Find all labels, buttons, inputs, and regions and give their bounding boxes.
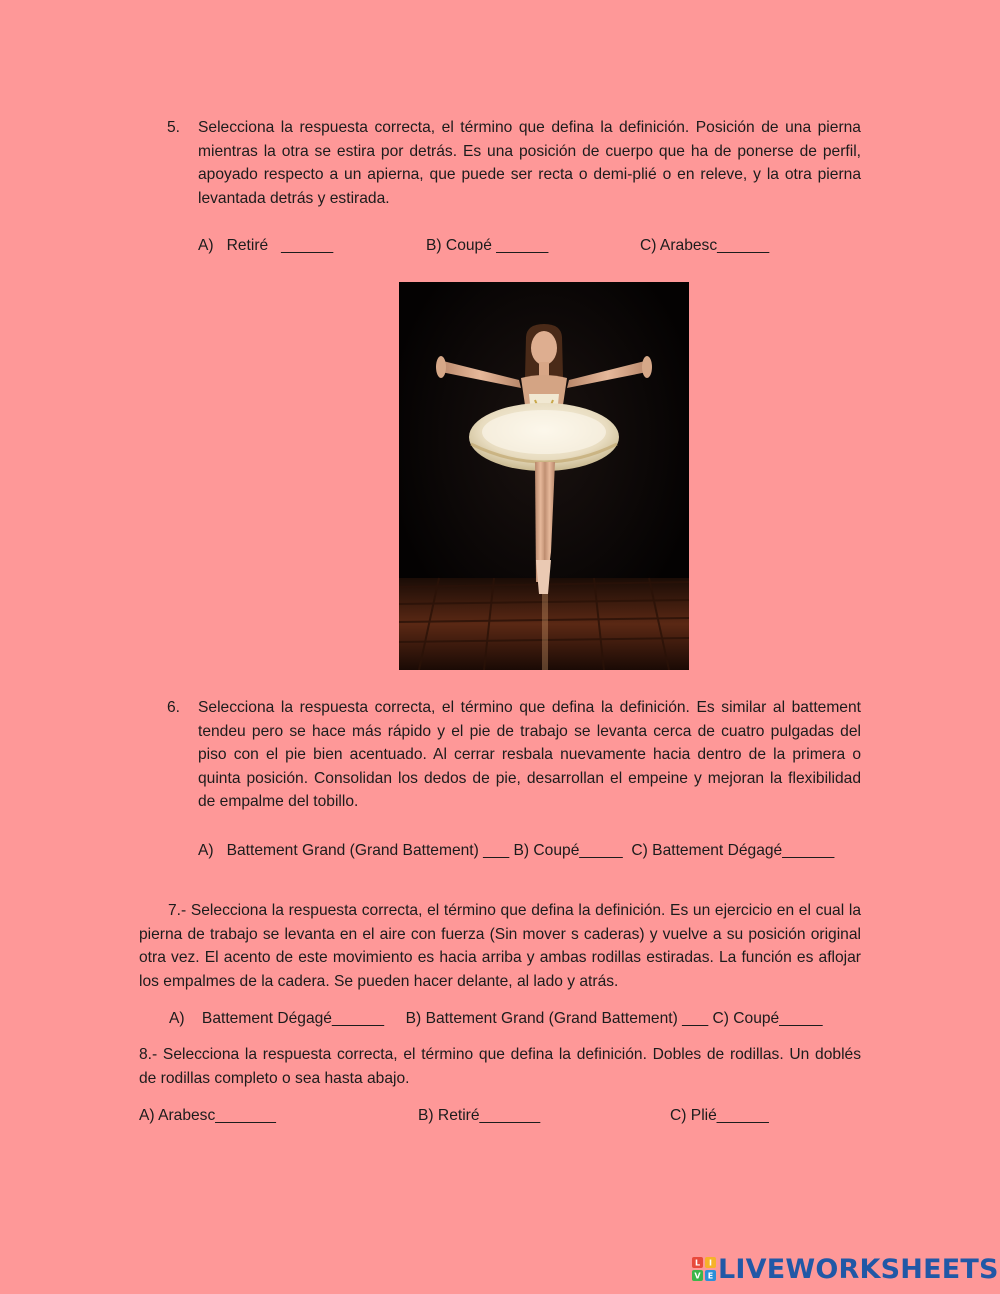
q6-text: Selecciona la respuesta correcta, el término que defina la definición. Es similar al battement tendeu pero se hace más rápido y el pie de trabajo se levanta cerca de cuatro pulgadas del piso con el pie bien acentuado. Al cerrar resbala nuevamente hacia dentro de la primera o quinta posición. Consolidan los dedos de pie, desarrollan el empeine y mejoran la flexibilidad de empalme del tobillo. [198,699,861,811]
q7-text: 7.- Selecciona la respuesta correcta, el término que defina la definición. Es un ejercicio en el cual la pierna de trabajo se levanta en el aire con fuerza (Sin mover s caderas) y vuelve a su posición original otra vez. El acento de este movimiento es hacia arriba y ambas rodillas estiradas. La función es aflojar los empalmes de la cadera. Se pueden hacer delante, al lado y atrás. [139,902,861,990]
badge-letter-v: V [694,1271,701,1281]
q8-option-b: B) Retiré_______ [418,1107,541,1124]
q5-number: 5. [167,119,181,136]
q8-option-a: A) Arabesc_______ [139,1107,276,1124]
q8-option-c: C) Plié______ [670,1107,769,1124]
q5-option-c: C) Arabesc______ [640,237,770,254]
q5-text: Selecciona la respuesta correcta, el término que defina la definición. Posición de una pierna mientras la otra se estira por detrás. Es una posición de cuerpo que ha de ponerse de perfil, apoyado respecto a un apierna, que puede ser recta o demi-plié o en releve, y la otra pierna levantada detrás y estirada. [198,119,861,207]
liveworksheets-badge-icon [692,1257,716,1281]
liveworksheets-logo [692,1255,999,1283]
q8-text: 8.- Selecciona la respuesta correcta, el término que defina la definición. Dobles de rodillas. Un doblés de rodillas completo o sea hasta abajo. [139,1046,861,1087]
q6-options: A) Battement Grand (Grand Battement) ___ B) Coupé_____ C) Battement Dégagé______ [198,842,835,859]
q5-option-a: A) Retiré ______ [198,237,334,254]
badge-letter-e: E [707,1271,714,1281]
badge-letter-i: I [709,1258,712,1268]
ballerina-photo [399,282,689,670]
q6-number: 6. [167,699,181,716]
badge-letter-l: L [694,1258,701,1268]
q5-option-b: B) Coupé ______ [426,237,549,254]
q7-options: A) Battement Dégagé______ B) Battement Grand (Grand Battement) ___ C) Coupé_____ [169,1010,823,1027]
brand-name: LIVEWORKSHEETS [718,1253,999,1285]
